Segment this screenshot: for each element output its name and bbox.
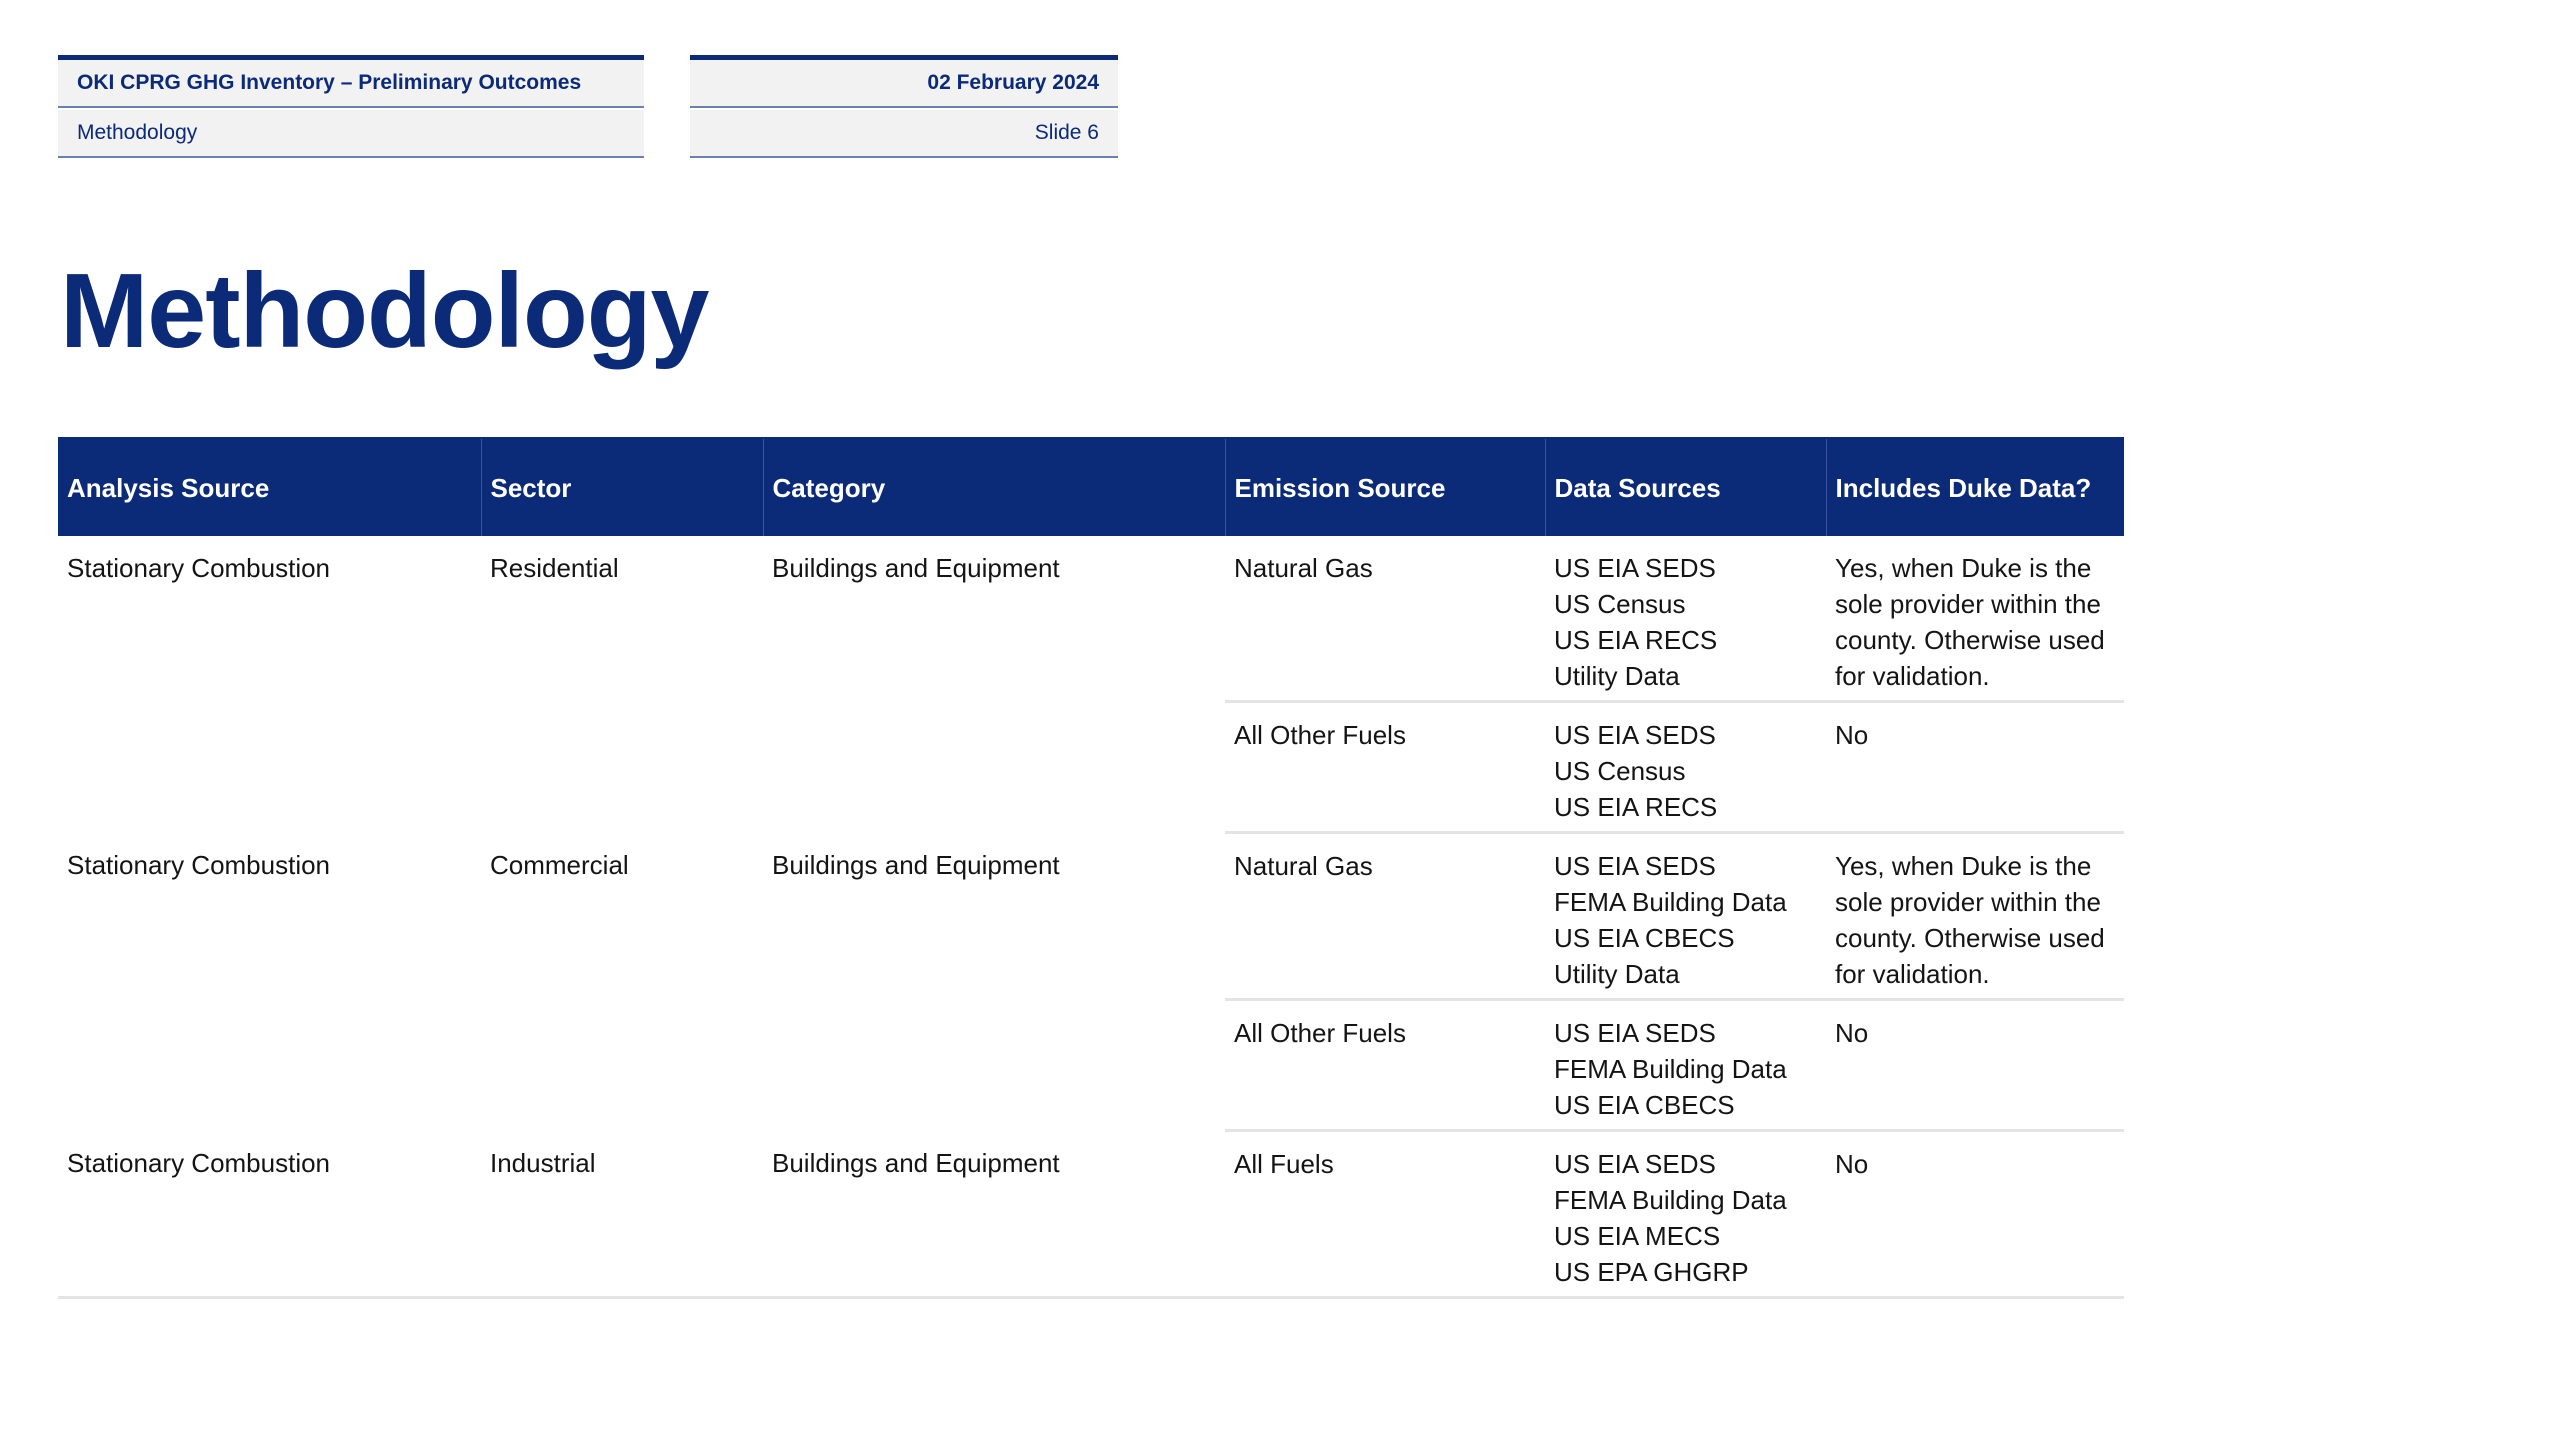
data-source-item: US EIA MECS [1554,1221,1721,1251]
cell-category: Buildings and Equipment [772,849,1060,880]
table-row [58,536,2124,702]
data-source-item: US EIA SEDS [1554,851,1716,881]
data-source-item: US EIA SEDS [1554,720,1716,750]
col-header-data-sources: Data Sources [1545,438,1826,536]
cell-duke-data: Yes, when Duke is the sole provider within the county. Otherwise used for validation. [1826,536,2124,702]
cell-duke-data: No [1826,1131,2124,1298]
data-source-item: Utility Data [1554,661,1680,691]
cell-duke-data: No [1826,702,2124,833]
col-header-sector: Sector [481,438,763,536]
cell-analysis-source: Stationary Combustion [67,553,331,583]
table-header-row [58,438,2124,536]
methodology-table [58,437,2124,1299]
data-source-item: US EIA CBECS [1554,923,1735,953]
col-header-category: Category [763,438,1225,536]
cell-sector: Industrial [481,1131,763,1298]
report-title: OKI CPRG GHG Inventory – Preliminary Outcomes [58,60,644,108]
table-row [58,833,2124,1000]
cell-data-sources [1545,833,1826,1000]
cell-emission-source: Natural Gas [1225,536,1545,702]
report-date: 02 February 2024 [690,60,1118,108]
cell-emission-source: Natural Gas [1225,833,1545,1000]
cell-duke-data: No [1826,1000,2124,1131]
data-source-item: US EIA SEDS [1554,553,1716,583]
cell-duke-data: Yes, when Duke is the sole provider within the county. Otherwise used for validation. [1826,833,2124,1000]
data-source-item: US EIA CBECS [1554,1090,1735,1120]
cell-emission-source: All Other Fuels [1225,1000,1545,1131]
cell-category: Buildings and Equipment [763,1131,1225,1298]
data-source-item: US EIA RECS [1554,625,1718,655]
data-source-item: FEMA Building Data [1554,1185,1787,1215]
table-row [58,1131,2124,1298]
page-title: Methodology [60,252,709,370]
header-right-box [690,55,1118,158]
data-source-item: Utility Data [1554,959,1680,989]
cell-emission-source: All Fuels [1225,1131,1545,1298]
header-left-box [58,55,644,158]
data-source-item: US Census [1554,589,1686,619]
slide-number: Slide 6 [690,110,1118,158]
cell-sector: Commercial [490,849,629,880]
cell-sector: Residential [490,553,619,583]
cell-analysis-source: Stationary Combustion [58,1131,481,1298]
data-source-item: US EPA GHGRP [1554,1257,1749,1287]
cell-analysis-source: Stationary Combustion [67,849,331,880]
section-name: Methodology [58,110,644,158]
data-source-item: US EIA RECS [1554,792,1718,822]
cell-category: Buildings and Equipment [772,553,1060,583]
cell-data-sources [1545,1000,1826,1131]
data-source-item: US EIA SEDS [1554,1149,1716,1179]
col-header-duke-data: Includes Duke Data? [1826,438,2124,536]
data-source-item: FEMA Building Data [1554,887,1787,917]
cell-emission-source: All Other Fuels [1225,702,1545,833]
data-source-item: FEMA Building Data [1554,1054,1787,1084]
data-source-item: US EIA SEDS [1554,1018,1716,1048]
col-header-emission-source: Emission Source [1225,438,1545,536]
cell-data-sources [1545,536,1826,702]
data-source-item: US Census [1554,756,1686,786]
cell-data-sources [1545,1131,1826,1298]
col-header-analysis-source: Analysis Source [58,438,481,536]
cell-data-sources [1545,702,1826,833]
